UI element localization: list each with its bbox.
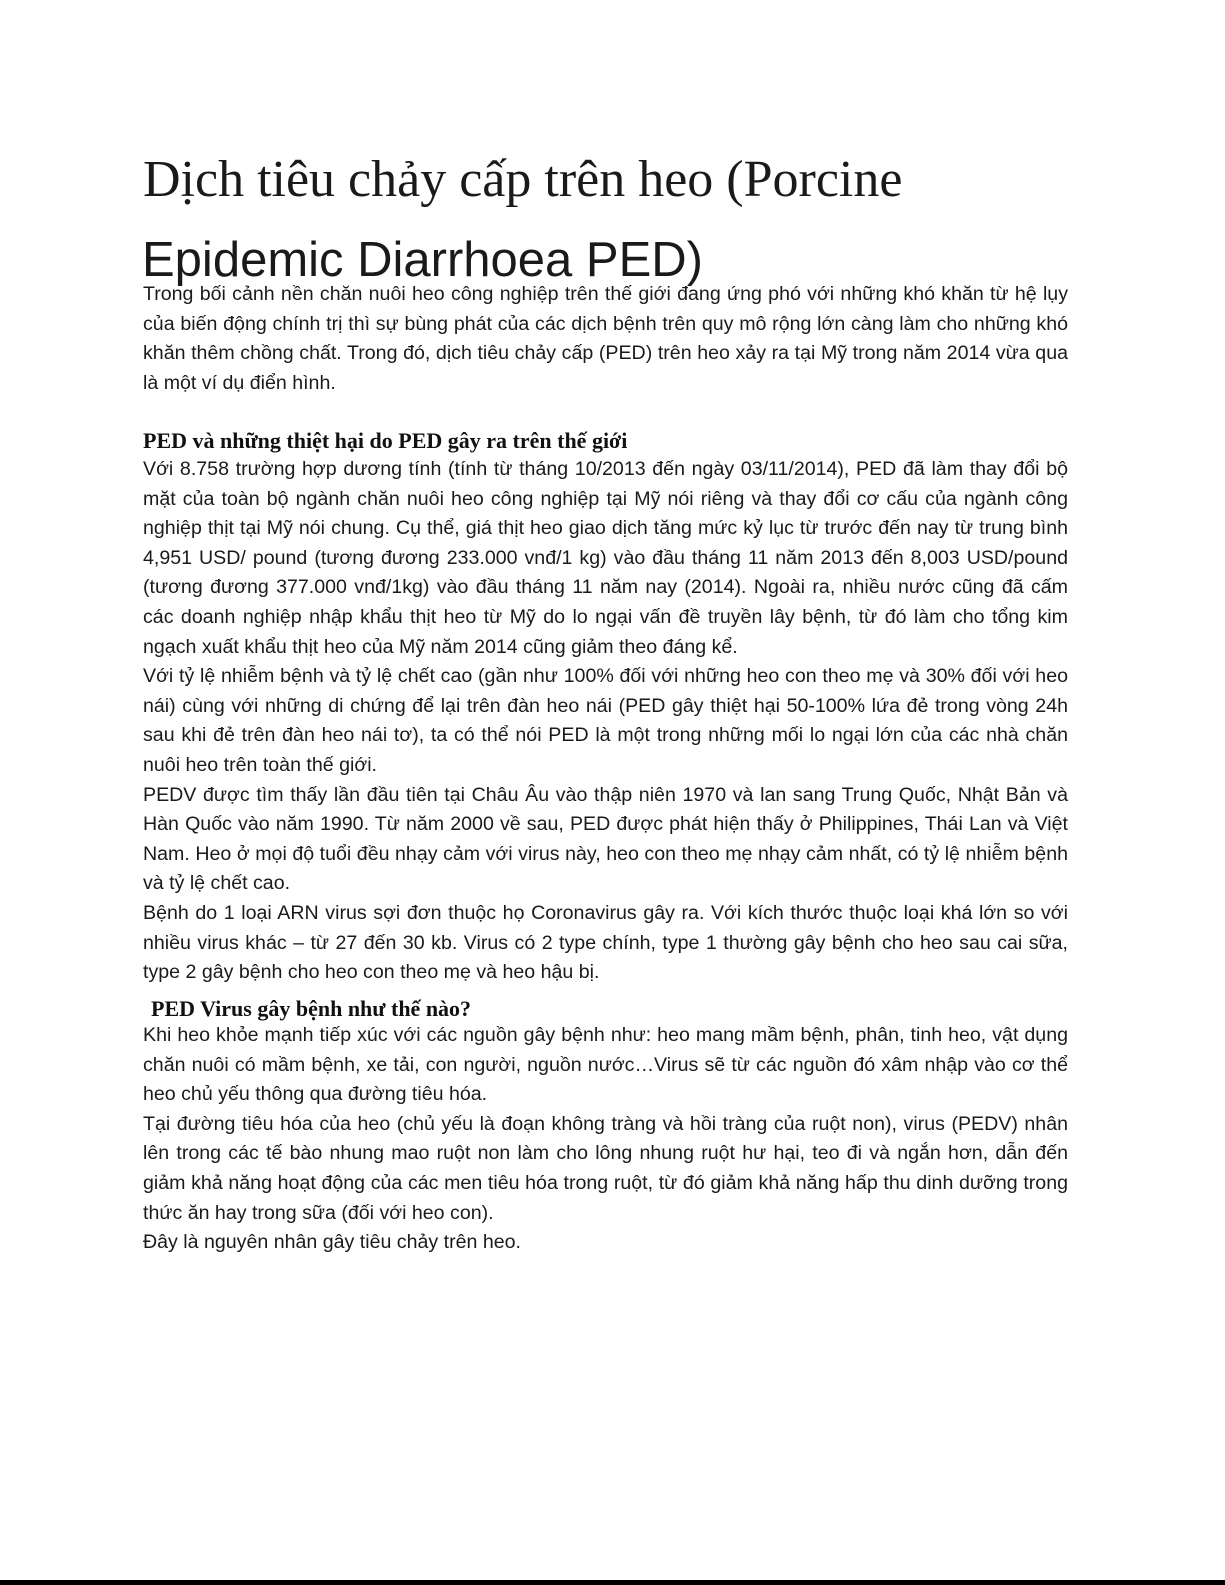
section-2-body xyxy=(143,1021,1068,1258)
page-bottom-border xyxy=(0,1580,1225,1585)
document-title-line-2: Epidemic Diarrhoea PED) xyxy=(142,233,703,287)
section-2-heading: PED Virus gây bệnh như thế nào? xyxy=(151,996,472,1021)
section-1-paragraph-2: Với tỷ lệ nhiễm bệnh và tỷ lệ chết cao (gần như 100% đối với những heo con theo mẹ và 30% đối với heo nái) cùng với những di chứng để lại trên đàn heo nái (PED gây thiệt hại 50-100% lứa đẻ trong vòng 24h sau khi đẻ trên đàn heo nái tơ), ta có thể nói PED là một trong những mối lo ngại lớn của các nhà chăn nuôi heo trên toàn thế giới. xyxy=(143,665,1068,776)
section-1-body xyxy=(143,455,1068,988)
section-1-paragraph-4: Bệnh do 1 loại ARN virus sợi đơn thuộc họ Coronavirus gây ra. Với kích thước thuộc loại khá lớn so với nhiều virus khác – từ 27 đến 30 kb. Virus có 2 type chính, type 1 thường gây bệnh cho heo sau cai sữa, type 2 gây bệnh cho heo con theo mẹ và heo hậu bị. xyxy=(143,901,1068,984)
section-1-paragraph-3: PEDV được tìm thấy lần đầu tiên tại Châu Âu vào thập niên 1970 và lan sang Trung Quốc, Nhật Bản và Hàn Quốc vào năm 1990. Từ năm 2000 về sau, PED được phát hiện thấy ở Philippines, Thái Lan và Việt Nam. Heo ở mọi độ tuổi đều nhạy cảm với virus này, heo con theo mẹ nhạy cảm nhất, có tỷ lệ nhiễm bệnh và tỷ lệ chết cao. xyxy=(143,783,1068,895)
section-1-paragraph-1: Với 8.758 trường hợp dương tính (tính từ tháng 10/2013 đến ngày 03/11/2014), PED đã làm thay đổi bộ mặt của toàn bộ ngành chăn nuôi heo công nghiệp tại Mỹ nói riêng và thay đổi cơ cấu của ngành công nghiệp thịt tại Mỹ nói chung. Cụ thể, giá thịt heo giao dịch tăng mức kỷ lục từ trước đến nay từ trung bình 4,951 USD/ pound (tương đương 233.000 vnđ/1 kg) vào đầu tháng 11 năm 2013 đến 8,003 USD/pound (tương đương 377.000 vnđ/1kg) vào đầu tháng 11 năm nay (2014). Ngoài ra, nhiều nước cũng đã cấm các doanh nghiệp nhập khẩu thịt heo từ Mỹ do lo ngại vấn đề truyền lây bệnh, từ đó làm cho tổng kim ngạch xuất khẩu thịt heo của Mỹ năm 2014 cũng giảm theo đáng kể. xyxy=(143,458,1068,658)
section-1-heading: PED và những thiệt hại do PED gây ra trên thế giới xyxy=(143,428,628,453)
section-2-paragraph-3: Đây là nguyên nhân gây tiêu chảy trên heo. xyxy=(143,1231,521,1254)
document-title-line-1: Dịch tiêu chảy cấp trên heo (Porcine xyxy=(143,151,903,208)
section-2-paragraph-1: Khi heo khỏe mạnh tiếp xúc với các nguồn gây bệnh như: heo mang mầm bệnh, phân, tinh heo, vật dụng chăn nuôi có mầm bệnh, xe tải, con người, nguồn nước…Virus sẽ từ các nguồn đó xâm nhập vào cơ thể heo chủ yếu thông qua đường tiêu hóa. xyxy=(143,1024,1068,1106)
section-2-paragraph-2: Tại đường tiêu hóa của heo (chủ yếu là đoạn không tràng và hồi tràng của ruột non), virus (PEDV) nhân lên trong các tế bào nhung mao ruột non làm cho lông nhung ruột hư hại, teo đi và ngắn hơn, dẫn đến giảm khả năng hoạt động của các men tiêu hóa trong ruột, từ đó giảm khả năng hấp thu dinh dưỡng trong thức ăn hay trong sữa (đối với heo con). xyxy=(143,1112,1068,1224)
intro-paragraph-block xyxy=(143,280,1068,398)
intro-paragraph: Trong bối cảnh nền chăn nuôi heo công nghiệp trên thế giới đang ứng phó với những khó khăn từ hệ lụy của biến động chính trị thì sự bùng phát của các dịch bệnh trên quy mô rộng lớn càng làm cho những khó khăn thêm chồng chất. Trong đó, dịch tiêu chảy cấp (PED) trên heo xảy ra tại Mỹ trong năm 2014 vừa qua là một ví dụ điển hình. xyxy=(143,283,1068,394)
